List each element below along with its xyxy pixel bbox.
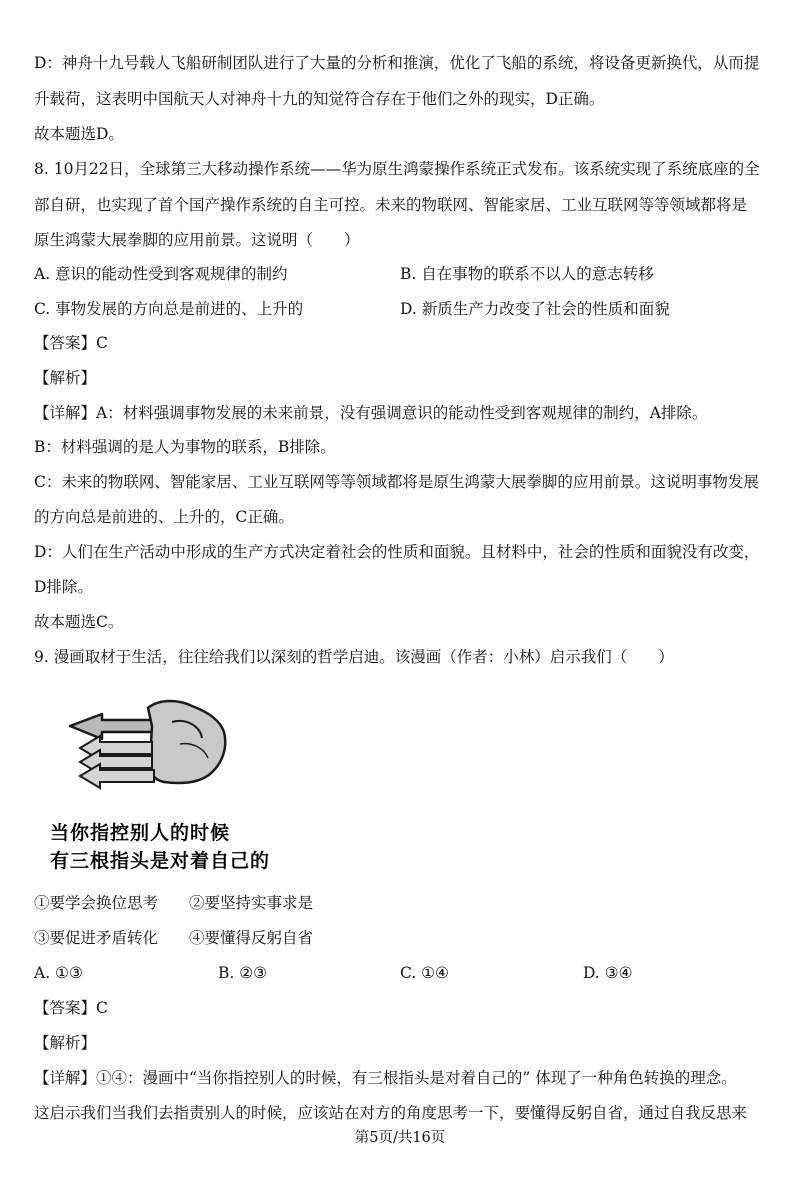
cartoon-caption-line1: 当你指控别人的时候 [50,822,231,844]
q9-option-b: B. ②③ [218,964,268,982]
q8-option-d: D. 新质生产力改变了社会的性质和面貌 [400,300,670,318]
q8-analysis-label: 【解析】 [34,369,97,387]
q7-option-d-line2: 升载荷，这表明中国航天人对神舟十九的知觉符合存在于他们之外的现实，D正确。 [34,90,605,108]
q8-detail-line6: D排除。 [34,578,93,596]
pointing-hand-cartoon [40,692,280,872]
q8-stem-line2: 部自研，也实现了首个国产操作系统的自主可控。未来的物联网、智能家居、工业互联网等等领域都将是 [34,196,748,214]
q9-statements-line2: ③要促进矛盾转化 ④要懂得反躬自省 [34,929,314,947]
q8-detail-line1: 【详解】A：材料强调事物发展的未来前景，没有强调意识的能动性受到客观规律的制约，A排除。 [34,404,708,422]
q8-detail-line5: D：人们在生产活动中形成的生产方式决定着社会的性质和面貌。且材料中，社会的性质和面貌没有改变， [34,543,760,561]
q8-detail-line3: C：未来的物联网、智能家居、工业互联网等等领域都将是原生鸿蒙大展拳脚的应用前景。这说明事物发展 [34,473,759,491]
q8-stem-line1: 8. 10月22日，全球第三大移动操作系统——华为原生鸿蒙操作系统正式发布。该系统实现了系统底座的全 [34,160,760,178]
q8-detail-line4: 的方向总是前进的、上升的，C正确。 [34,508,294,526]
q8-stem-line3: 原生鸿蒙大展拳脚的应用前景。这说明（ ） [34,231,360,249]
q7-conclusion: 故本题选D。 [34,125,124,143]
q8-option-c: C. 事物发展的方向总是前进的、上升的 [34,300,304,318]
q9-option-a: A. ①③ [34,964,83,982]
q9-answer: 【答案】C [34,999,108,1017]
q8-option-b: B. 自在事物的联系不以人的意志转移 [400,265,654,283]
q9-statements-line1: ①要学会换位思考 ②要坚持实事求是 [34,894,314,912]
q9-option-c: C. ①④ [400,964,449,982]
q8-answer: 【答案】C [34,334,108,352]
q8-detail-line2: B：材料强调的是人为事物的联系，B排除。 [34,438,336,456]
q9-detail-line2: 这启示我们当我们去指责别人的时候，应该站在对方的角度思考一下，要懂得反躬自省，通过自我反思来 [34,1104,748,1122]
page-number: 第5页/共16页 [354,1130,446,1146]
q9-stem: 9. 漫画取材于生活，往往给我们以深刻的哲学启迪。该漫画（作者：小林）启示我们（ ） [34,648,674,666]
q7-option-d-line1: D：神舟十九号载人飞船研制团队进行了大量的分析和推演，优化了飞船的系统，将设备更新换代，从而提 [34,54,760,72]
cartoon-caption-line2: 有三根指头是对着自己的 [50,850,271,872]
q8-option-a: A. 意识的能动性受到客观规律的制约 [34,265,288,283]
q9-analysis-label: 【解析】 [34,1034,97,1052]
q8-conclusion: 故本题选C。 [34,613,124,631]
q9-option-d: D. ③④ [583,964,633,982]
q9-detail-line1: 【详解】①④：漫画中“当你指控别人的时候，有三根指头是对着自己的” 体现了一种角色转换的理念。 [34,1069,737,1087]
